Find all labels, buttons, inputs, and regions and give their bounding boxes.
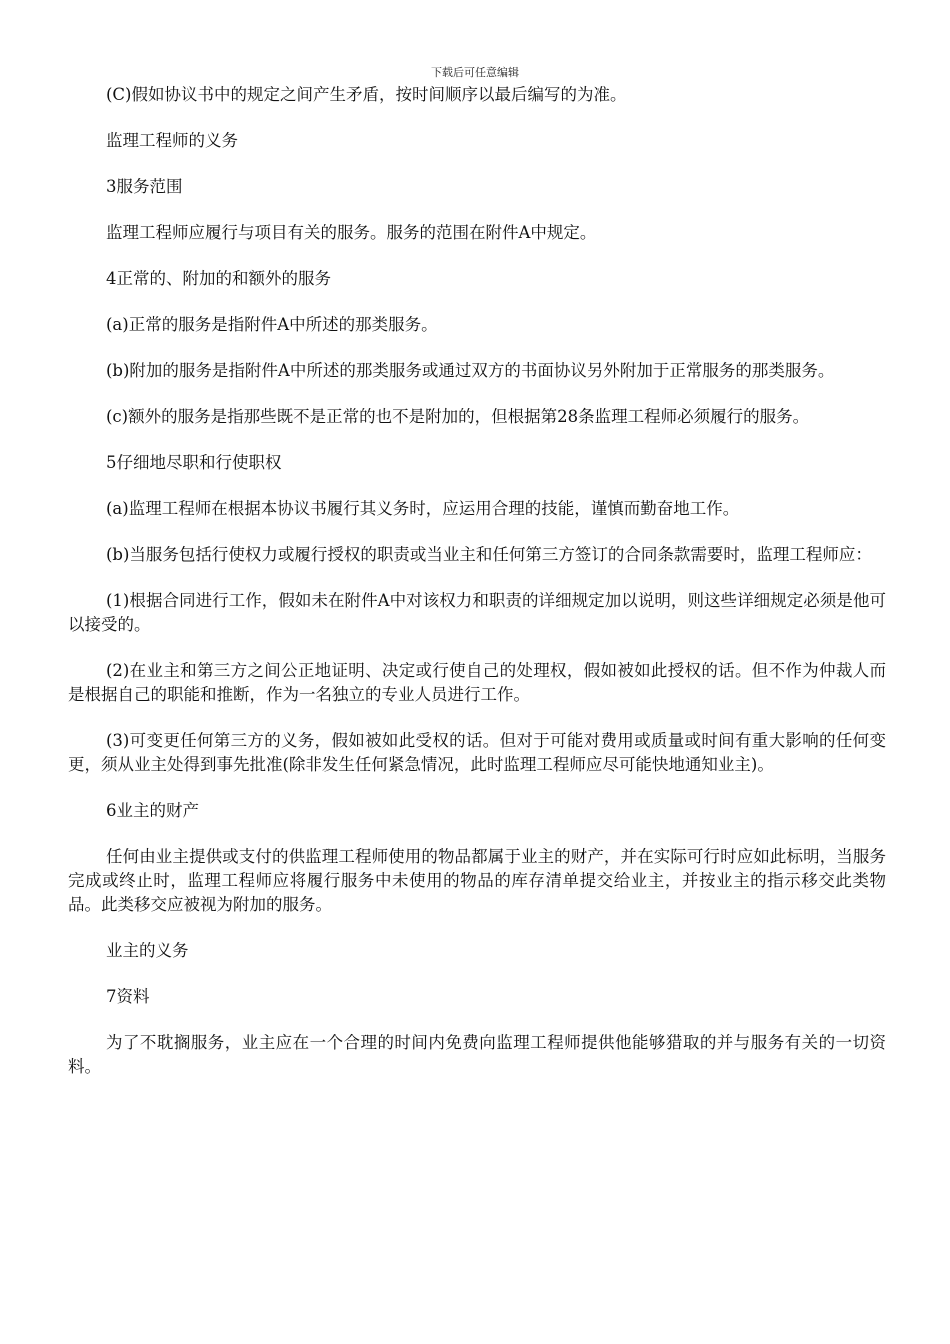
- document-body: [68, 83, 886, 1101]
- paragraph-additional-services: (b)附加的服务是指附件A中所述的那类服务或通过双方的书面协议另外附加于正常服务的那类服务。: [106, 361, 835, 380]
- paragraph-normal-services: (a)正常的服务是指附件A中所述的那类服务。: [106, 315, 438, 334]
- heading-normal-additional-extra-services: 4正常的、附加的和额外的服务: [106, 269, 331, 288]
- paragraph-authority-item-2: (2)在业主和第三方之间公正地证明、决定或行使自己的处理权，假如被如此授权的话。但不作为仲裁人而是根据自己的职能和推断，作为一名独立的专业人员进行工作。: [68, 661, 886, 704]
- paragraph-information: 为了不耽搁服务，业主应在一个合理的时间内免费向监理工程师提供他能够猎取的并与服务有关的一切资料。: [68, 1033, 886, 1076]
- paragraph-employer-property: 任何由业主提供或支付的供监理工程师使用的物品都属于业主的财产，并在实际可行时应如此标明，当服务完成或终止时，监理工程师应将履行服务中未使用的物品的库存清单提交给业主，并按业主的指示移交此类物品。此类移交应被视为附加的服务。: [68, 847, 886, 914]
- paragraph-scope-of-services: 监理工程师应履行与项目有关的服务。服务的范围在附件A中规定。: [106, 223, 597, 242]
- heading-employer-property: 6业主的财产: [106, 801, 199, 820]
- page-header-note: 下载后可任意编辑: [431, 66, 519, 79]
- paragraph-authority-item-1: (1)根据合同进行工作，假如未在附件A中对该权力和职责的详细规定加以说明，则这些详细规定必须是他可以接受的。: [68, 591, 886, 634]
- heading-employer-obligations: 业主的义务: [106, 941, 189, 960]
- paragraph-authority-item-3: (3)可变更任何第三方的义务，假如被如此受权的话。但对于可能对费用或质量或时间有重大影响的任何变更，须从业主处得到事先批准(除非发生任何紧急情况，此时监理工程师应尽可能快地通知业主)。: [68, 731, 886, 774]
- paragraph-contradiction-rule: (C)假如协议书中的规定之间产生矛盾，按时间顺序以最后编写的为准。: [106, 85, 627, 104]
- paragraph-authority: (b)当服务包括行使权力或履行授权的职责或当业主和任何第三方签订的合同条款需要时，监理工程师应：: [106, 545, 872, 564]
- heading-information: 7资料: [106, 987, 150, 1006]
- paragraph-extra-services: (c)额外的服务是指那些既不是正常的也不是附加的，但根据第28条监理工程师必须履行的服务。: [106, 407, 810, 426]
- heading-diligence-and-authority: 5仔细地尽职和行使职权: [106, 453, 282, 472]
- paragraph-diligence: (a)监理工程师在根据本协议书履行其义务时，应运用合理的技能，谨慎而勤奋地工作。: [106, 499, 740, 518]
- heading-engineer-obligations: 监理工程师的义务: [106, 131, 238, 150]
- heading-scope-of-services: 3服务范围: [106, 177, 183, 196]
